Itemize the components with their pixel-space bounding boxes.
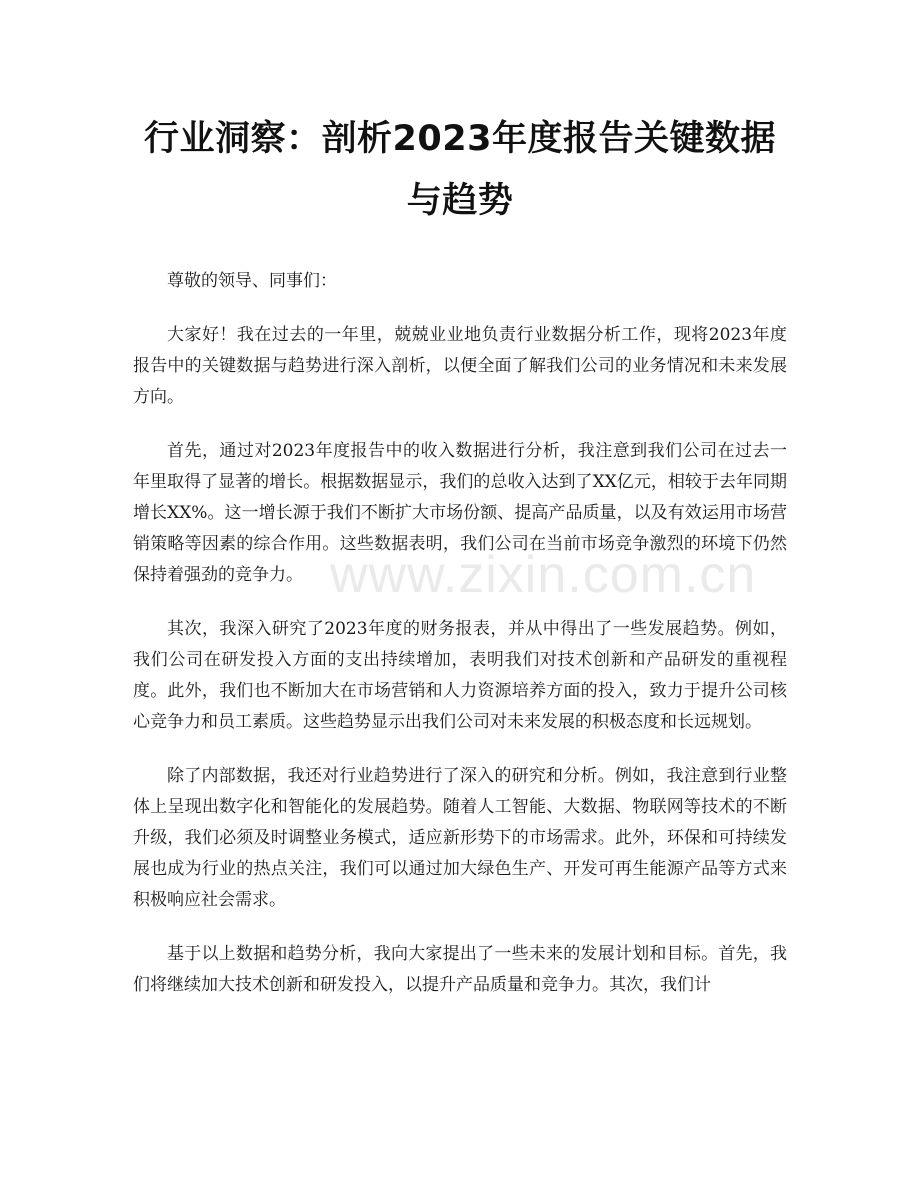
paragraph-industry-trends: 除了内部数据，我还对行业趋势进行了深入的研究和分析。例如，我注意到行业整体上呈现出数字化和智能化的发展趋势。随着人工智能、大数据、物联网等技术的不断升级，我们必须及时调整业务模式，适应新形势下的市场需求。此外，环保和可持续发展也成为行业的热点关注，我们可以通过加大绿色生产、开发可再生能源产品等方式来积极响应社会需求。 [133,766,787,910]
watermark: www.zixin.com.cn [330,546,757,604]
paragraph-future-plans: 基于以上数据和趋势分析，我向大家提出了一些未来的发展计划和目标。首先，我们将继续加大技术创新和研发投入，以提升产品质量和竞争力。其次，我们计 [133,944,787,995]
paragraph-revenue: 首先，通过对2023年度报告中的收入数据进行分析，我注意到我们公司在过去一年里取得了显著的增长。根据数据显示，我们的总收入达到了XX亿元，相较于去年同期增长XX%。这一增长源于我们不断扩大市场份额、提高产品质量，以及有效运用市场营销策略等因素的综合作用。这些数据表明，我们公司在当前市场竞争激烈的环境下仍然保持着强劲的竞争力。 [133,441,787,585]
document-title: 行业洞察：剖析2023年度报告关键数据与趋势 [144,119,776,221]
salutation: 尊敬的领导、同事们： [167,271,337,291]
paragraph-financial-trends: 其次，我深入研究了2023年度的财务报表，并从中得出了一些发展趋势。例如，我们公司在研发投入方面的支出持续增加，表明我们对技术创新和产品研发的重视程度。此外，我们也不断加大在市场营销和人力资源培养方面的投入，致力于提升公司核心竞争力和员工素质。这些趋势显示出我们公司对未来发展的积极态度和长远规划。 [133,619,787,732]
paragraph-intro: 大家好！我在过去的一年里，兢兢业业地负责行业数据分析工作，现将2023年度报告中的关键数据与趋势进行深入剖析，以便全面了解我们公司的业务情况和未来发展方向。 [133,325,787,407]
